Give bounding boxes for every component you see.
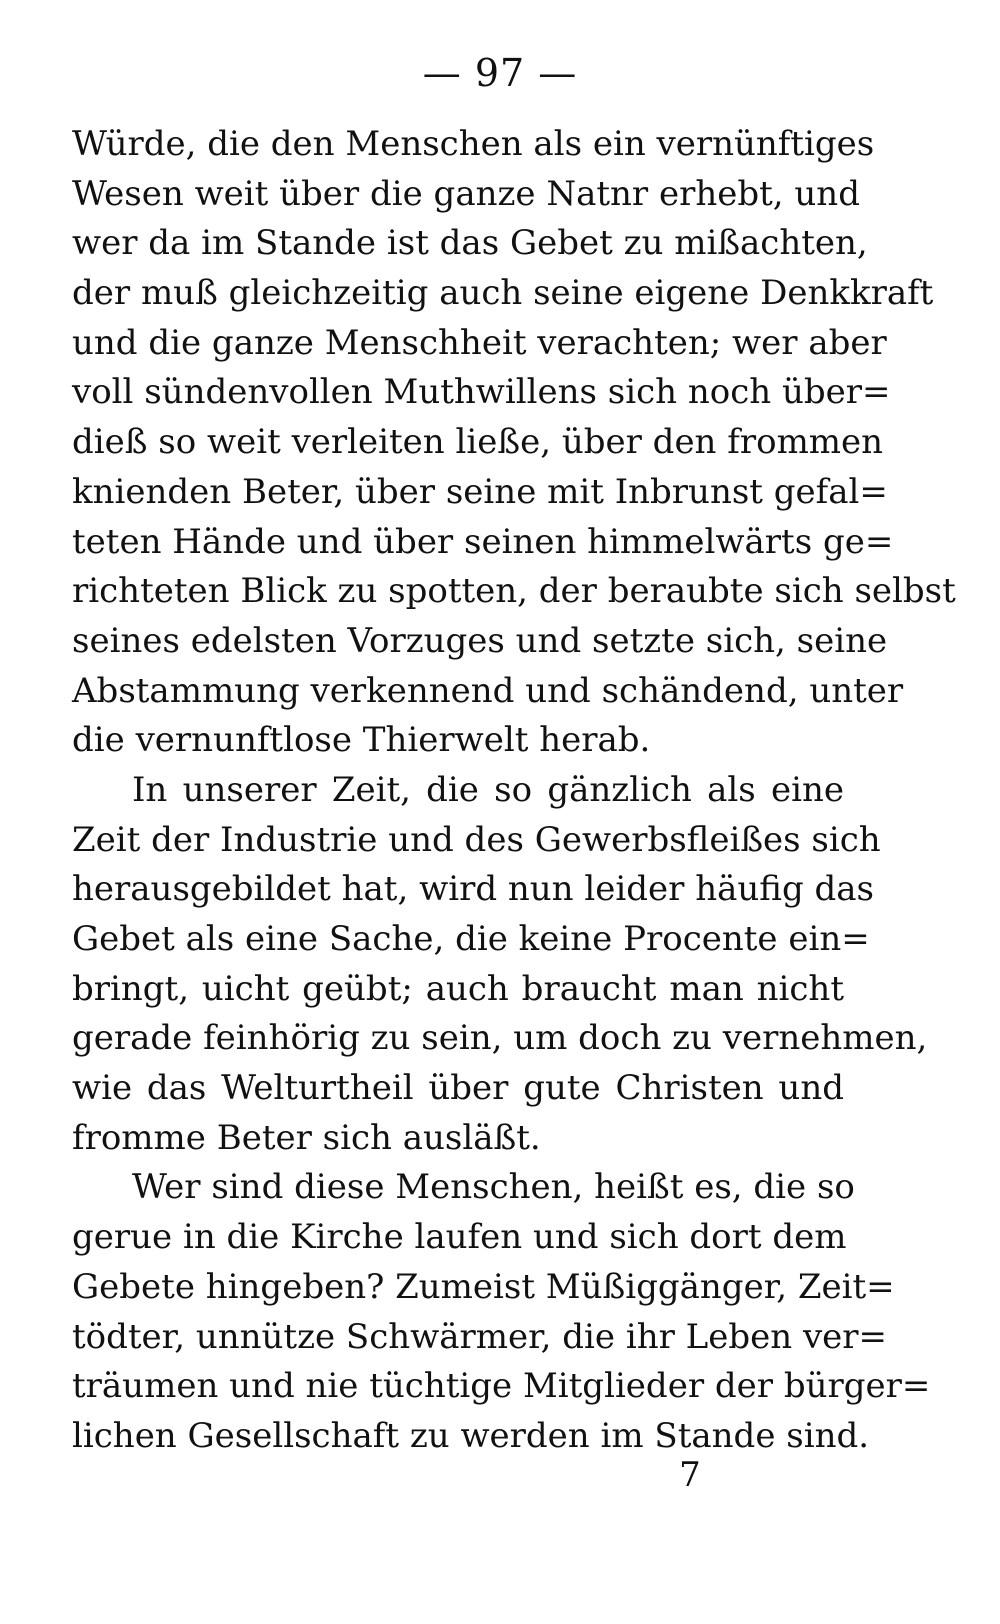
text-line: gerade feinhörig zu sein, um doch zu vernehmen, [72, 1018, 928, 1059]
text-line: Wesen weit über die ganze Natnr erhebt, und [72, 173, 860, 214]
text-line: seines edelsten Vorzuges und setzte sich, seine [72, 620, 888, 661]
text-line: träumen und nie tüchtige Mitglieder der bürger= [72, 1366, 931, 1407]
text-line: bringt, uicht geübt; auch braucht man nicht [72, 968, 844, 1009]
text-line: Gebete hingeben? Zumeist Müßiggänger, Zeit= [72, 1266, 895, 1307]
text-line: die vernunftlose Thierwelt herab. [72, 720, 651, 761]
text-line: herausgebildet hat, wird nun leider häufig das [72, 869, 875, 910]
text-line: Abstammung verkennend und schändend, unter [72, 670, 904, 711]
text-line: voll sündenvollen Muthwillens sich noch über= [72, 372, 891, 413]
text-line: tödter, unnütze Schwärmer, die ihr Leben ver= [72, 1316, 888, 1357]
text-line: wer da im Stande ist das Gebet zu mißachten, [72, 223, 868, 264]
text-line: Würde, die den Menschen als ein vernünftiges [72, 124, 875, 164]
text-line: lichen Gesellschaft zu werden im Stande sind. [72, 1415, 870, 1456]
text-line: der muß gleichzeitig auch seine eigene Denkkraft [72, 273, 934, 314]
page-number: — 97 — [422, 51, 578, 95]
body-text [72, 120, 956, 1462]
text-line: und die ganze Menschheit verachten; wer aber [72, 322, 887, 363]
text-line: knienden Beter, über seine mit Inbrunst gefal= [72, 471, 888, 512]
text-line: Zeit der Industrie und des Gewerbsfleißes sich [72, 819, 881, 860]
paragraph-2 [72, 766, 928, 1164]
paragraph-1 [72, 120, 956, 766]
paragraph-3 [72, 1163, 931, 1461]
text-line: teten Hände und über seinen himmelwärts ge= [72, 521, 894, 562]
signature-mark: 7 [679, 1455, 701, 1495]
text-line: Wer sind diese Menschen, heißt es, die so [132, 1167, 855, 1208]
text-line: wie das Welturtheil über gute Christen und [72, 1068, 844, 1109]
text-line: dieß so weit verleiten ließe, über den frommen [72, 422, 884, 463]
text-line: In unserer Zeit, die so gänzlich als eine [132, 769, 844, 810]
text-line: fromme Beter sich ausläßt. [72, 1117, 541, 1158]
text-line: gerue in die Kirche laufen und sich dort dem [72, 1217, 847, 1258]
text-line: richteten Blick zu spotten, der beraubte sich selbst [72, 571, 956, 612]
text-line: Gebet als eine Sache, die keine Procente ein= [72, 919, 870, 959]
